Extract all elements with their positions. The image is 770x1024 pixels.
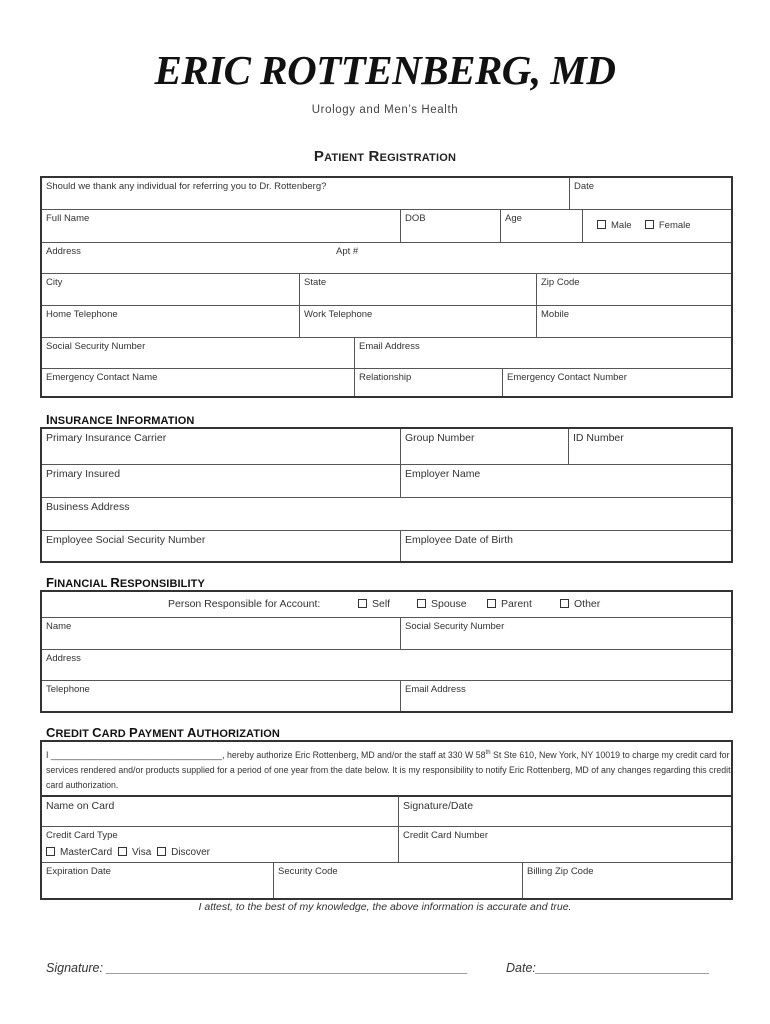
apt-field[interactable]: Apt # (332, 242, 731, 273)
name-on-card-field[interactable]: Name on Card (42, 795, 398, 826)
business-address-field[interactable]: Business Address (42, 497, 731, 530)
financial-heading: FINANCIAL RESPONSIBILITY (46, 575, 205, 590)
self-option[interactable]: Self (358, 598, 390, 610)
date-line[interactable]: Date:_________________________ (506, 961, 710, 975)
other-option[interactable]: Other (560, 598, 600, 610)
patient-section (40, 176, 733, 398)
emergency-name-field[interactable]: Emergency Contact Name (42, 368, 354, 396)
mobile-field[interactable]: Mobile (536, 305, 731, 337)
email-field[interactable]: Email Address (354, 337, 731, 368)
practice-title: ERIC ROTTENBERG, MD (154, 47, 616, 93)
parent-checkbox[interactable] (487, 599, 496, 608)
gender-field (582, 209, 731, 242)
resp-address-field[interactable]: Address (42, 649, 731, 680)
resp-name-field[interactable]: Name (42, 617, 400, 649)
male-checkbox[interactable] (597, 220, 606, 229)
insured-field[interactable]: Primary Insured (42, 464, 400, 497)
self-checkbox[interactable] (358, 599, 367, 608)
home-phone-field[interactable]: Home Telephone (42, 305, 299, 337)
full-name-field[interactable]: Full Name (42, 209, 400, 242)
carrier-field[interactable]: Primary Insurance Carrier (46, 432, 167, 444)
date-field[interactable]: Date (569, 178, 731, 209)
mastercard-checkbox[interactable] (46, 847, 55, 856)
emergency-number-field[interactable]: Emergency Contact Number (502, 368, 731, 396)
person-responsible-label: Person Responsible for Account: (168, 598, 321, 610)
discover-checkbox[interactable] (157, 847, 166, 856)
resp-email-field[interactable]: Email Address (400, 680, 731, 711)
employee-ssn-field[interactable]: Employee Social Security Number (42, 530, 400, 561)
employee-dob-field[interactable]: Employee Date of Birth (400, 530, 731, 561)
visa-checkbox[interactable] (118, 847, 127, 856)
state-field[interactable]: State (299, 273, 536, 305)
male-label: Male (611, 220, 632, 231)
security-code-field[interactable]: Security Code (273, 862, 522, 898)
card-type-label: Credit Card Type (46, 830, 118, 841)
female-label: Female (658, 220, 691, 231)
work-phone-field[interactable]: Work Telephone (299, 305, 536, 337)
female-checkbox[interactable] (645, 220, 654, 229)
credit-heading: CREDIT CARD PAYMENT AUTHORIZATION (46, 725, 280, 740)
dob-field[interactable]: DOB (400, 209, 500, 242)
signature-line[interactable]: Signature: ____________________________________________________ (46, 961, 468, 975)
resp-telephone-field[interactable]: Telephone (42, 680, 400, 711)
form-title (0, 148, 770, 165)
expiration-field[interactable]: Expiration Date (42, 862, 273, 898)
employer-field[interactable]: Employer Name (400, 464, 731, 497)
billing-zip-field[interactable]: Billing Zip Code (522, 862, 731, 898)
insurance-section (40, 427, 733, 563)
ssn-field[interactable]: Social Security Number (42, 337, 354, 368)
address-field[interactable]: Address (42, 242, 332, 273)
parent-option[interactable]: Parent (487, 598, 532, 610)
form-title-text: Patient Registration (313, 148, 457, 165)
id-field[interactable]: ID Number (568, 429, 731, 464)
credit-fields (40, 795, 733, 900)
financial-section (40, 590, 733, 713)
spouse-option[interactable]: Spouse (417, 598, 467, 610)
attestation-text: I attest, to the best of my knowledge, the above information is accurate and true. (198, 901, 572, 913)
relationship-field[interactable]: Relationship (354, 368, 502, 396)
card-number-field[interactable]: Credit Card Number (398, 826, 731, 862)
referral-field[interactable]: Should we thank any individual for referring you to Dr. Rottenberg? (46, 181, 327, 192)
group-field[interactable]: Group Number (400, 429, 568, 464)
resp-ssn-field[interactable]: Social Security Number (400, 617, 731, 649)
card-type-options: MasterCard Visa Discover (46, 847, 394, 858)
spouse-checkbox[interactable] (417, 599, 426, 608)
age-field[interactable]: Age (500, 209, 582, 242)
card-type-field (42, 826, 398, 862)
other-checkbox[interactable] (560, 599, 569, 608)
authorization-text: I ___________________________________, hereby authorize Eric Rottenberg, MD and/or the staff at 330 W 58th St Ste 610, New York, NY 10019 to charge my credit card for services rendered and/or products supplied for a period of one year from the date below. It is my responsibility to notify Eric Rottenberg, MD of any changes regarding this credit card authorization. (46, 750, 731, 790)
signature-date-field[interactable]: Signature/Date (398, 795, 731, 826)
practice-subtitle: Urology and Men’s Health (311, 104, 459, 116)
city-field[interactable]: City (42, 273, 299, 305)
zip-field[interactable]: Zip Code (536, 273, 731, 305)
insurance-heading: INSURANCE INFORMATION (46, 412, 195, 427)
